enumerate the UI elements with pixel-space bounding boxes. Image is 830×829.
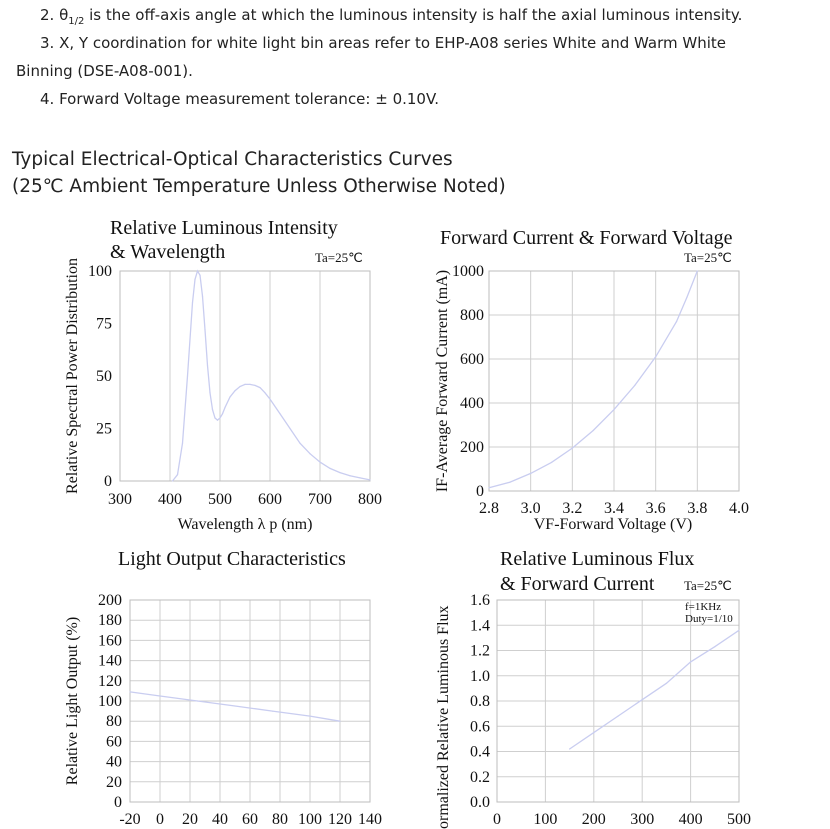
data-point	[249, 384, 250, 385]
data-point	[593, 732, 594, 733]
data-point	[264, 392, 265, 393]
data-point	[319, 462, 320, 463]
data-point	[572, 448, 573, 449]
chart-annotation: Ta=25℃	[684, 578, 732, 593]
x-tick-label: 600	[258, 491, 282, 508]
chart-annotation: Ta=25℃	[684, 250, 732, 265]
data-point	[214, 417, 215, 418]
data-point	[224, 407, 225, 408]
chart-title-line: Light Output Characteristics	[118, 548, 346, 570]
data-point	[488, 487, 489, 488]
x-tick-label: 60	[242, 811, 258, 828]
data-point	[197, 270, 198, 271]
y-tick-label: 600	[460, 351, 484, 368]
data-point	[217, 420, 218, 421]
note-3-continued: Binning (DSE-A08-001).	[16, 62, 193, 80]
y-tick-label: 160	[98, 632, 122, 650]
data-point	[738, 630, 739, 631]
x-tick-label: 300	[630, 811, 655, 828]
data-point	[289, 428, 290, 429]
data-point	[613, 409, 614, 410]
y-tick-label: 1.0	[470, 667, 490, 685]
x-tick-label: 20	[182, 811, 198, 828]
plot-frame	[120, 271, 370, 481]
data-point	[349, 475, 350, 476]
data-point	[634, 385, 635, 386]
data-point	[617, 716, 618, 717]
y-axis-label: Relative Spectral Power Distribution	[64, 258, 81, 494]
y-tick-label: 0	[104, 473, 112, 490]
y-tick-label: 0	[476, 483, 484, 500]
x-tick-label: 3.2	[562, 500, 583, 517]
note-3: 3. X, Y coordination for white light bin areas refer to EHP-A08 series White and Warm White	[40, 34, 726, 52]
series-line	[570, 630, 739, 749]
data-point	[569, 748, 570, 749]
data-point	[369, 479, 370, 480]
chart-relative-flux-current	[435, 548, 751, 829]
y-tick-label: 20	[106, 773, 122, 791]
chart-annotation: Ta=25℃	[315, 250, 363, 265]
data-point	[339, 721, 340, 722]
data-point	[234, 705, 235, 706]
data-point	[655, 356, 656, 357]
y-tick-label: 1000	[452, 263, 484, 280]
x-tick-label: -20	[119, 811, 141, 828]
y-tick-label: 200	[460, 439, 484, 456]
data-point	[309, 453, 310, 454]
data-point	[234, 390, 235, 391]
chart-light-output	[64, 548, 382, 828]
x-tick-label: 140	[358, 811, 382, 828]
y-tick-label: 25	[96, 420, 112, 438]
data-point	[279, 413, 280, 414]
y-tick-label: 100	[88, 263, 112, 280]
data-point	[229, 396, 230, 397]
y-tick-label: 0.0	[470, 794, 490, 811]
x-tick-label: 800	[358, 491, 382, 508]
data-point	[244, 384, 245, 385]
x-tick-label: 3.0	[520, 500, 541, 517]
y-tick-label: 100	[98, 693, 122, 710]
data-point	[697, 270, 698, 271]
data-point	[194, 279, 195, 280]
y-tick-label: 180	[98, 612, 122, 630]
data-point	[129, 691, 130, 692]
data-point	[259, 387, 260, 388]
x-tick-label: 3.4	[604, 500, 624, 517]
chart-relative-intensity-wavelength	[64, 217, 382, 533]
x-tick-label: 80	[272, 811, 288, 828]
chart-title-line: Forward Current & Forward Voltage	[440, 227, 733, 249]
data-point	[714, 646, 715, 647]
y-axis-label: ormalized Relative Luminous Flux	[435, 605, 452, 829]
data-point	[199, 275, 200, 276]
y-tick-label: 140	[98, 652, 122, 670]
x-tick-label: 3.6	[645, 500, 666, 517]
data-point	[197, 700, 198, 701]
data-point	[329, 468, 330, 469]
y-axis-label: Relative Light Output (%)	[64, 616, 81, 786]
data-point	[676, 321, 677, 322]
x-tick-label: 100	[298, 811, 322, 828]
section-title: Typical Electrical-Optical Characteristics Curves	[12, 149, 453, 170]
data-point	[299, 443, 300, 444]
y-tick-label: 80	[106, 713, 122, 731]
data-point	[690, 661, 691, 662]
y-tick-label: 0	[114, 794, 122, 811]
data-point	[219, 417, 220, 418]
y-tick-label: 40	[106, 753, 122, 771]
data-point	[202, 296, 203, 297]
data-point	[339, 472, 340, 473]
x-tick-label: 40	[212, 811, 228, 828]
note-4: 4. Forward Voltage measurement tolerance: ± 0.10V.	[40, 90, 440, 108]
data-point	[187, 375, 188, 376]
data-point	[359, 477, 360, 478]
y-tick-label: 60	[106, 733, 122, 751]
y-tick-label: 0.8	[470, 693, 490, 710]
data-point	[159, 695, 160, 696]
data-point	[207, 365, 208, 366]
chart-title-line: Relative Luminous Flux	[500, 548, 695, 570]
data-point	[172, 480, 173, 481]
x-tick-label: 700	[308, 491, 332, 508]
x-tick-label: 100	[533, 811, 558, 828]
chart-forward-current-voltage	[434, 227, 749, 533]
data-point	[192, 302, 193, 303]
data-point	[509, 482, 510, 483]
y-tick-label: 75	[96, 315, 112, 333]
data-point	[309, 716, 310, 717]
chart-note: Duty=1/10	[685, 613, 733, 625]
y-tick-label: 1.2	[470, 642, 490, 660]
x-tick-label: 0	[156, 811, 164, 828]
data-point	[593, 430, 594, 431]
y-tick-label: 200	[98, 592, 122, 609]
x-tick-label: 4.0	[729, 500, 749, 517]
series-line	[173, 271, 371, 481]
x-tick-label: 120	[328, 811, 352, 828]
chart-title-line: & Forward Current	[500, 573, 655, 595]
y-tick-label: 0.6	[470, 718, 490, 736]
x-tick-label: 2.8	[479, 500, 499, 517]
section-subtitle: (25℃ Ambient Temperature Unless Otherwise Noted)	[12, 176, 506, 197]
data-point	[209, 392, 210, 393]
chart-title-line: & Wavelength	[110, 241, 226, 263]
x-tick-label: 400	[678, 811, 703, 828]
x-axis-label: VF-Forward Voltage (V)	[533, 516, 693, 533]
y-axis-label: IF-Average Forward Current (mA)	[434, 269, 451, 493]
y-tick-label: 800	[460, 307, 484, 324]
data-point	[254, 385, 255, 386]
chart-title-line: Relative Luminous Intensity	[110, 217, 338, 239]
data-point	[686, 297, 687, 298]
data-point	[239, 386, 240, 387]
data-point	[642, 699, 643, 700]
y-tick-label: 1.6	[470, 592, 490, 609]
data-point	[551, 462, 552, 463]
data-point	[204, 329, 205, 330]
y-tick-label: 120	[98, 672, 122, 690]
series-line	[489, 271, 697, 488]
x-axis-label: Wavelength λ p (nm)	[177, 516, 313, 533]
data-point	[222, 413, 223, 414]
x-tick-label: 0	[493, 811, 501, 828]
x-tick-label: 3.8	[687, 500, 708, 517]
data-point	[269, 399, 270, 400]
chart-note: f=1KHz	[685, 601, 722, 613]
x-tick-label: 500	[208, 491, 232, 508]
data-point	[212, 409, 213, 410]
y-tick-label: 0.2	[470, 768, 490, 786]
x-tick-label: 500	[727, 811, 751, 828]
y-tick-label: 1.4	[470, 617, 490, 635]
note-2: 2. $\theta_{1/2}$ is the off-axis angle at which the luminous intensity is half the axial luminous intensity.	[40, 6, 743, 27]
y-tick-label: 50	[96, 368, 112, 385]
x-tick-label: 200	[581, 811, 606, 828]
data-point	[182, 443, 183, 444]
data-point	[272, 711, 273, 712]
x-tick-label: 300	[108, 491, 132, 508]
data-point	[177, 474, 178, 475]
y-tick-label: 0.4	[470, 743, 490, 761]
data-point	[666, 683, 667, 684]
data-point	[530, 473, 531, 474]
x-tick-label: 400	[158, 491, 182, 508]
y-tick-label: 400	[460, 395, 484, 412]
